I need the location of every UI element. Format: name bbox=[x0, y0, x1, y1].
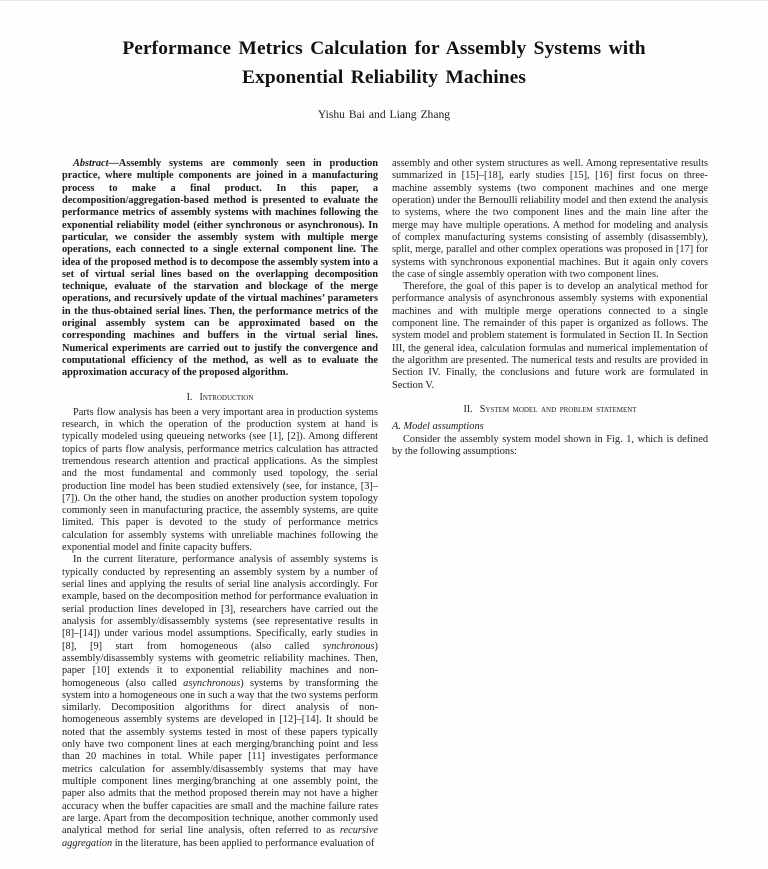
section-title-2: System model and problem statement bbox=[479, 403, 637, 415]
emphasis: recursive aggregation bbox=[62, 825, 378, 849]
page-title: Performance Metrics Calculation for Assembly Systems with Exponential Reliability Machines bbox=[122, 38, 646, 88]
section-number: I. bbox=[186, 391, 193, 403]
intro-paragraph-3: Therefore, the goal of this paper is to develop an analytical method for performance analysis of asynchronous assembly systems with exponential machines and with multiple merge operations connected to a single component line. The remainder of this paper is organized as follows. The system model and problem statement is formulated in Section II. In Section III, the general idea, calculation formulas and numerical implementation of the algorithm are presented. The numerical tests and results are provided in Section IV. Finally, the conclusions and future work are formulated in Section V. bbox=[392, 281, 708, 391]
abstract-text: Assembly systems are commonly seen in production practice, where multiple components are joined in a manufacturing process to make a final product. In this paper, a decomposition/aggregation-based method is presented to evaluate the performance metrics of assembly systems with machines following the exponential reliability model (either synchronous or asynchronous). In particular, we consider the assembly system with multiple merge operations, each connected to a single external component line. The idea of the proposed method is to decompose the assembly system into a set of virtual serial lines based on the overlapping decomposition technique, evaluate of the starvation and blockage of the merge operations, and recursively update of the virtual machines’ parameters in the thus-obtained serial lines. Then, the performance metrics of the original assembly system can be approximated based on the corresponding machines and buffers in the virtual serial lines. Numerical experiments are carried out to justify the convergence and computational efficiency of the method, as well as to evaluate the approximation accuracy of the proposed algorithm. bbox=[62, 158, 378, 379]
intro-paragraph-2: assembly and other system structures as well. Among representative results summarized in [15]–[18], early studies [15], [16] first focus on three-machine assembly systems (two component machines and one merge operation) under the Bernoulli reliability model and then extend the analysis to systems, where the two component lines and the main line after the merge may have multiple operations. A method for modeling and analysis of complex manufacturing systems consisting of assembly (disassembly), split, merge, parallel and other complex operations was proposed in [17] for systems with synchronous exponential machines. But it again only covers the case of single assembly operation with two component lines. bbox=[392, 158, 708, 280]
abstract-label: Abstract— bbox=[73, 158, 119, 169]
intro-paragraph-2: In the current literature, performance analysis of assembly systems is typically conducted by representing an assembly system by a number of serial lines and applying the results of serial line analysis accordingly. For example, based on the decomposition method for performance evaluation in serial production lines developed in [3], researchers have carried out the analysis for assembly/disassembly systems (see representative results in [8]–[14]) under various model assumptions. Specifically, early studies in [8], [9] start from homogeneous (also called synchronous) assembly/disassembly systems with geometric reliability machines. Then, paper [10] extends it to exponential reliability machines and non-homogeneous (also called asynchronous) systems by transforming the system into a homogeneous one in such a way that the two systems perform similarly. Decomposition algorithms for direct analysis of non-homogeneous assembly systems are developed in [12]–[14]. It should be noted that the assembly systems tested in most of these papers typically only have two component lines at each merging/branching point and less than 20 machines in total. While paper [11] investigates performance metrics calculation for assembly/disassembly systems that may have multiple component lines merging/branching at one assembly point, the paper also admits that the method proposed therein may not have a higher accuracy when the buffer capacities are small and the machine failure rates are large. Apart from the decomposition technique, another commonly used analytical method for serial line analysis, often referred to as recursive aggregation in the literature, has been applied to performance evaluation of bbox=[62, 554, 378, 849]
intro-paragraph-1: Parts flow analysis has been a very important area in production systems research, in which the operation of the production system at hand is typically modeled using queueing networks (see [1], [2]). Among different topics of parts flow analysis, performance metrics calculation has attracted tremendous research attention and practical applications. As the simplest and the most fundamental and commonly used topology, the serial production line model has been studied extensively (see, for instance, [3]–[7]). On the other hand, the studies on another production system topology commonly seen in manufacturing practice, the assembly systems, are quite limited. This paper is devoted to the study of performance metrics calculation for assembly systems with unreliable machines following the exponential model and finite capacity buffers. bbox=[62, 406, 378, 554]
section-heading-introduction bbox=[62, 391, 378, 404]
abstract-paragraph bbox=[62, 158, 378, 380]
author-list: Yishu Bai and Liang Zhang bbox=[317, 108, 451, 121]
emphasis: asynchronous bbox=[183, 677, 241, 689]
system-model-paragraph-1: Consider the assembly system model shown in Fig. 1, which is defined by the following assumptions: bbox=[392, 433, 708, 458]
section-title: Introduction bbox=[199, 391, 254, 403]
section-heading-system-model bbox=[392, 403, 708, 416]
column-right bbox=[392, 158, 708, 459]
column-left bbox=[62, 158, 378, 850]
subsection-heading-model-assumptions: A. Model assumptions bbox=[392, 420, 484, 432]
emphasis: synchronous bbox=[322, 640, 375, 652]
section-number-2: II. bbox=[463, 403, 473, 415]
